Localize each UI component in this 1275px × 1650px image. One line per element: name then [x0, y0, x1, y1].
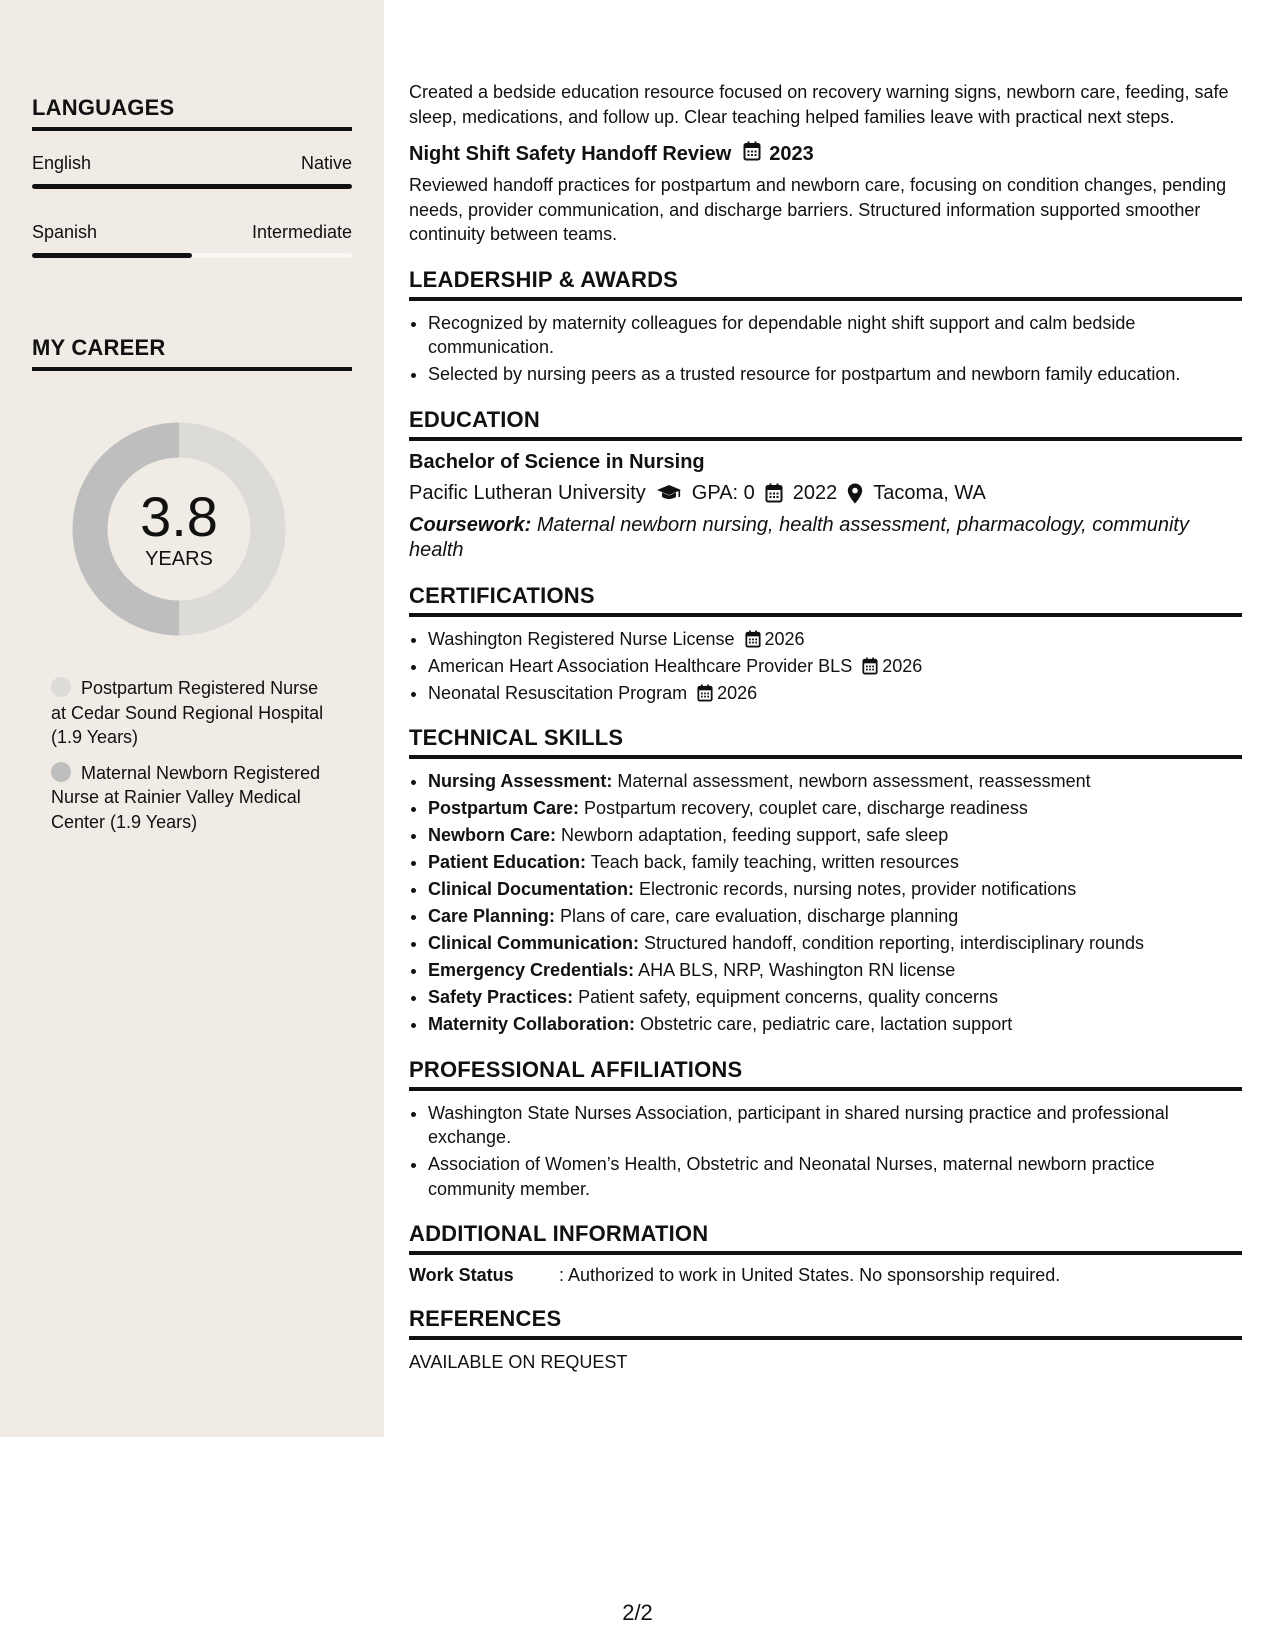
- work-status-label: Work Status: [409, 1265, 514, 1285]
- project-title-row: [409, 141, 1242, 167]
- list-item: [428, 769, 1242, 794]
- page-number: 2/2: [622, 1600, 653, 1625]
- language-level: Intermediate: [251, 222, 352, 242]
- skill-label: Emergency Credentials:: [428, 960, 635, 980]
- project-description: Reviewed handoff practices for postpartum and newborn care, focusing on condition changes, pending needs, provider communication, and discharge barriers. Structured information supported smoother continuity between teams.: [409, 175, 1227, 244]
- language-bar-fill: [32, 253, 192, 258]
- list-item: [428, 877, 1242, 902]
- language-bar-track: [32, 184, 352, 189]
- list-item: [428, 627, 1242, 652]
- language-bar-track: [32, 253, 352, 258]
- skill-text: Structured handoff, condition reporting, interdisciplinary rounds: [644, 933, 1145, 953]
- project-year: 2023: [769, 142, 814, 165]
- references-heading: REFERENCES: [409, 1306, 1242, 1340]
- language-name: English: [32, 153, 92, 173]
- calendar-icon: [862, 657, 878, 675]
- certification-name: Neonatal Resuscitation Program: [428, 682, 688, 703]
- certifications-list: [409, 627, 1242, 706]
- skill-text: Patient safety, equipment concerns, quality concerns: [578, 987, 999, 1007]
- skill-text: Electronic records, nursing notes, provider notifications: [639, 879, 1077, 899]
- career-years-unit: YEARS: [145, 548, 213, 570]
- skill-label: Safety Practices:: [428, 987, 574, 1007]
- coursework-label: Coursework:: [409, 513, 532, 536]
- skill-label: Clinical Documentation:: [428, 879, 635, 899]
- calendar-icon: [743, 141, 761, 167]
- list-item: [428, 796, 1242, 821]
- work-status-row: [409, 1265, 1242, 1286]
- list-item: • Washington State Nurses Association, participant in shared nursing practice and professional exchange.: [428, 1101, 1242, 1150]
- education-details: [409, 482, 1242, 505]
- legend-dot-icon: [51, 677, 71, 697]
- education-heading: EDUCATION: [409, 407, 1242, 441]
- list-item: • Selected by nursing peers as a trusted resource for postpartum and newborn family education.: [428, 362, 1242, 387]
- education-year: 2022: [792, 481, 838, 504]
- skill-text: AHA BLS, NRP, Washington RN license: [638, 960, 956, 980]
- career-donut-label: [66, 485, 292, 571]
- career-total-years: 3.8: [140, 485, 218, 548]
- certification-year: 2026: [882, 655, 923, 676]
- career-legend-item: [51, 676, 331, 750]
- education-location: Tacoma, WA: [873, 481, 986, 504]
- project-title: Night Shift Safety Handoff Review: [409, 142, 732, 165]
- calendar-icon: [697, 684, 713, 702]
- skill-text: Teach back, family teaching, written resources: [590, 852, 959, 872]
- list-item: [428, 931, 1242, 956]
- skill-label: Postpartum Care:: [428, 798, 580, 818]
- education-gpa: GPA: 0: [691, 481, 755, 504]
- skill-label: Patient Education:: [428, 852, 587, 872]
- list-item: [428, 985, 1242, 1010]
- education-degree: Bachelor of Science in Nursing: [409, 450, 705, 473]
- calendar-icon: [745, 630, 761, 648]
- list-item: [428, 850, 1242, 875]
- certification-year: 2026: [764, 628, 805, 649]
- skill-text: Maternal assessment, newborn assessment, reassessment: [617, 771, 1091, 791]
- leadership-heading: LEADERSHIP & AWARDS: [409, 267, 1242, 301]
- skill-label: Nursing Assessment:: [428, 771, 613, 791]
- skill-label: Care Planning:: [428, 906, 556, 926]
- additional-info-heading: ADDITIONAL INFORMATION: [409, 1221, 1242, 1255]
- location-pin-icon: [847, 483, 863, 504]
- technical-skills-list: [409, 769, 1242, 1037]
- list-item: • Association of Women’s Health, Obstetric and Neonatal Nurses, maternal newborn practice community member.: [428, 1152, 1242, 1201]
- main-content: [409, 80, 1242, 1375]
- education-school: Pacific Lutheran University: [409, 481, 646, 504]
- graduation-cap-icon: [656, 484, 682, 502]
- career-legend-label: Maternal Newborn Registered Nurse at Rainier Valley Medical Center (1.9 Years): [51, 762, 321, 832]
- affiliations-list: [409, 1101, 1242, 1202]
- skill-label: Newborn Care:: [428, 825, 557, 845]
- list-item: [428, 904, 1242, 929]
- technical-skills-heading: TECHNICAL SKILLS: [409, 725, 1242, 759]
- language-bar-fill: [32, 184, 352, 189]
- career-donut-chart: [66, 416, 292, 642]
- certification-name: American Heart Association Healthcare Provider BLS: [428, 655, 853, 676]
- language-row-english: [32, 153, 352, 203]
- calendar-icon: [765, 483, 783, 503]
- skill-text: Plans of care, care evaluation, discharge planning: [560, 906, 959, 926]
- list-item: • Recognized by maternity colleagues for dependable night shift support and calm bedside communication.: [428, 311, 1242, 360]
- skill-label: Clinical Communication:: [428, 933, 640, 953]
- skill-text: Postpartum recovery, couplet care, discharge readiness: [584, 798, 1028, 818]
- certification-year: 2026: [717, 682, 758, 703]
- list-item: [428, 1012, 1242, 1037]
- affiliations-heading: PROFESSIONAL AFFILIATIONS: [409, 1057, 1242, 1091]
- languages-heading: LANGUAGES: [32, 95, 352, 131]
- career-heading: MY CAREER: [32, 335, 352, 371]
- career-legend-label: Postpartum Registered Nurse at Cedar Sound Regional Hospital (1.9 Years): [51, 678, 324, 747]
- career-legend: [51, 676, 331, 845]
- references-text: AVAILABLE ON REQUEST: [409, 1352, 628, 1372]
- skill-text: Obstetric care, pediatric care, lactation support: [640, 1014, 1013, 1034]
- education-coursework: [409, 513, 1242, 563]
- language-row-spanish: [32, 222, 352, 272]
- career-legend-item: [51, 761, 331, 835]
- certification-name: Washington Registered Nurse License: [428, 628, 735, 649]
- certifications-heading: CERTIFICATIONS: [409, 583, 1242, 617]
- language-level: Native: [300, 153, 352, 173]
- coursework-text: Maternal newborn nursing, health assessment, pharmacology, community health: [409, 513, 1189, 561]
- language-name: Spanish: [32, 222, 98, 242]
- list-item: [428, 958, 1242, 983]
- work-status-value: : Authorized to work in United States. No sponsorship required.: [559, 1265, 1061, 1285]
- list-item: [428, 654, 1242, 679]
- legend-dot-icon: [51, 762, 71, 782]
- skill-text: Newborn adaptation, feeding support, safe sleep: [561, 825, 949, 845]
- skill-label: Maternity Collaboration:: [428, 1014, 636, 1034]
- intro-paragraph: Created a bedside education resource focused on recovery warning signs, newborn care, feeding, safe sleep, medications, and follow up. Clear teaching helped families leave with practical next steps.: [409, 82, 1229, 127]
- leadership-list: [409, 311, 1242, 387]
- list-item: [428, 681, 1242, 706]
- list-item: [428, 823, 1242, 848]
- sidebar: [0, 0, 384, 1437]
